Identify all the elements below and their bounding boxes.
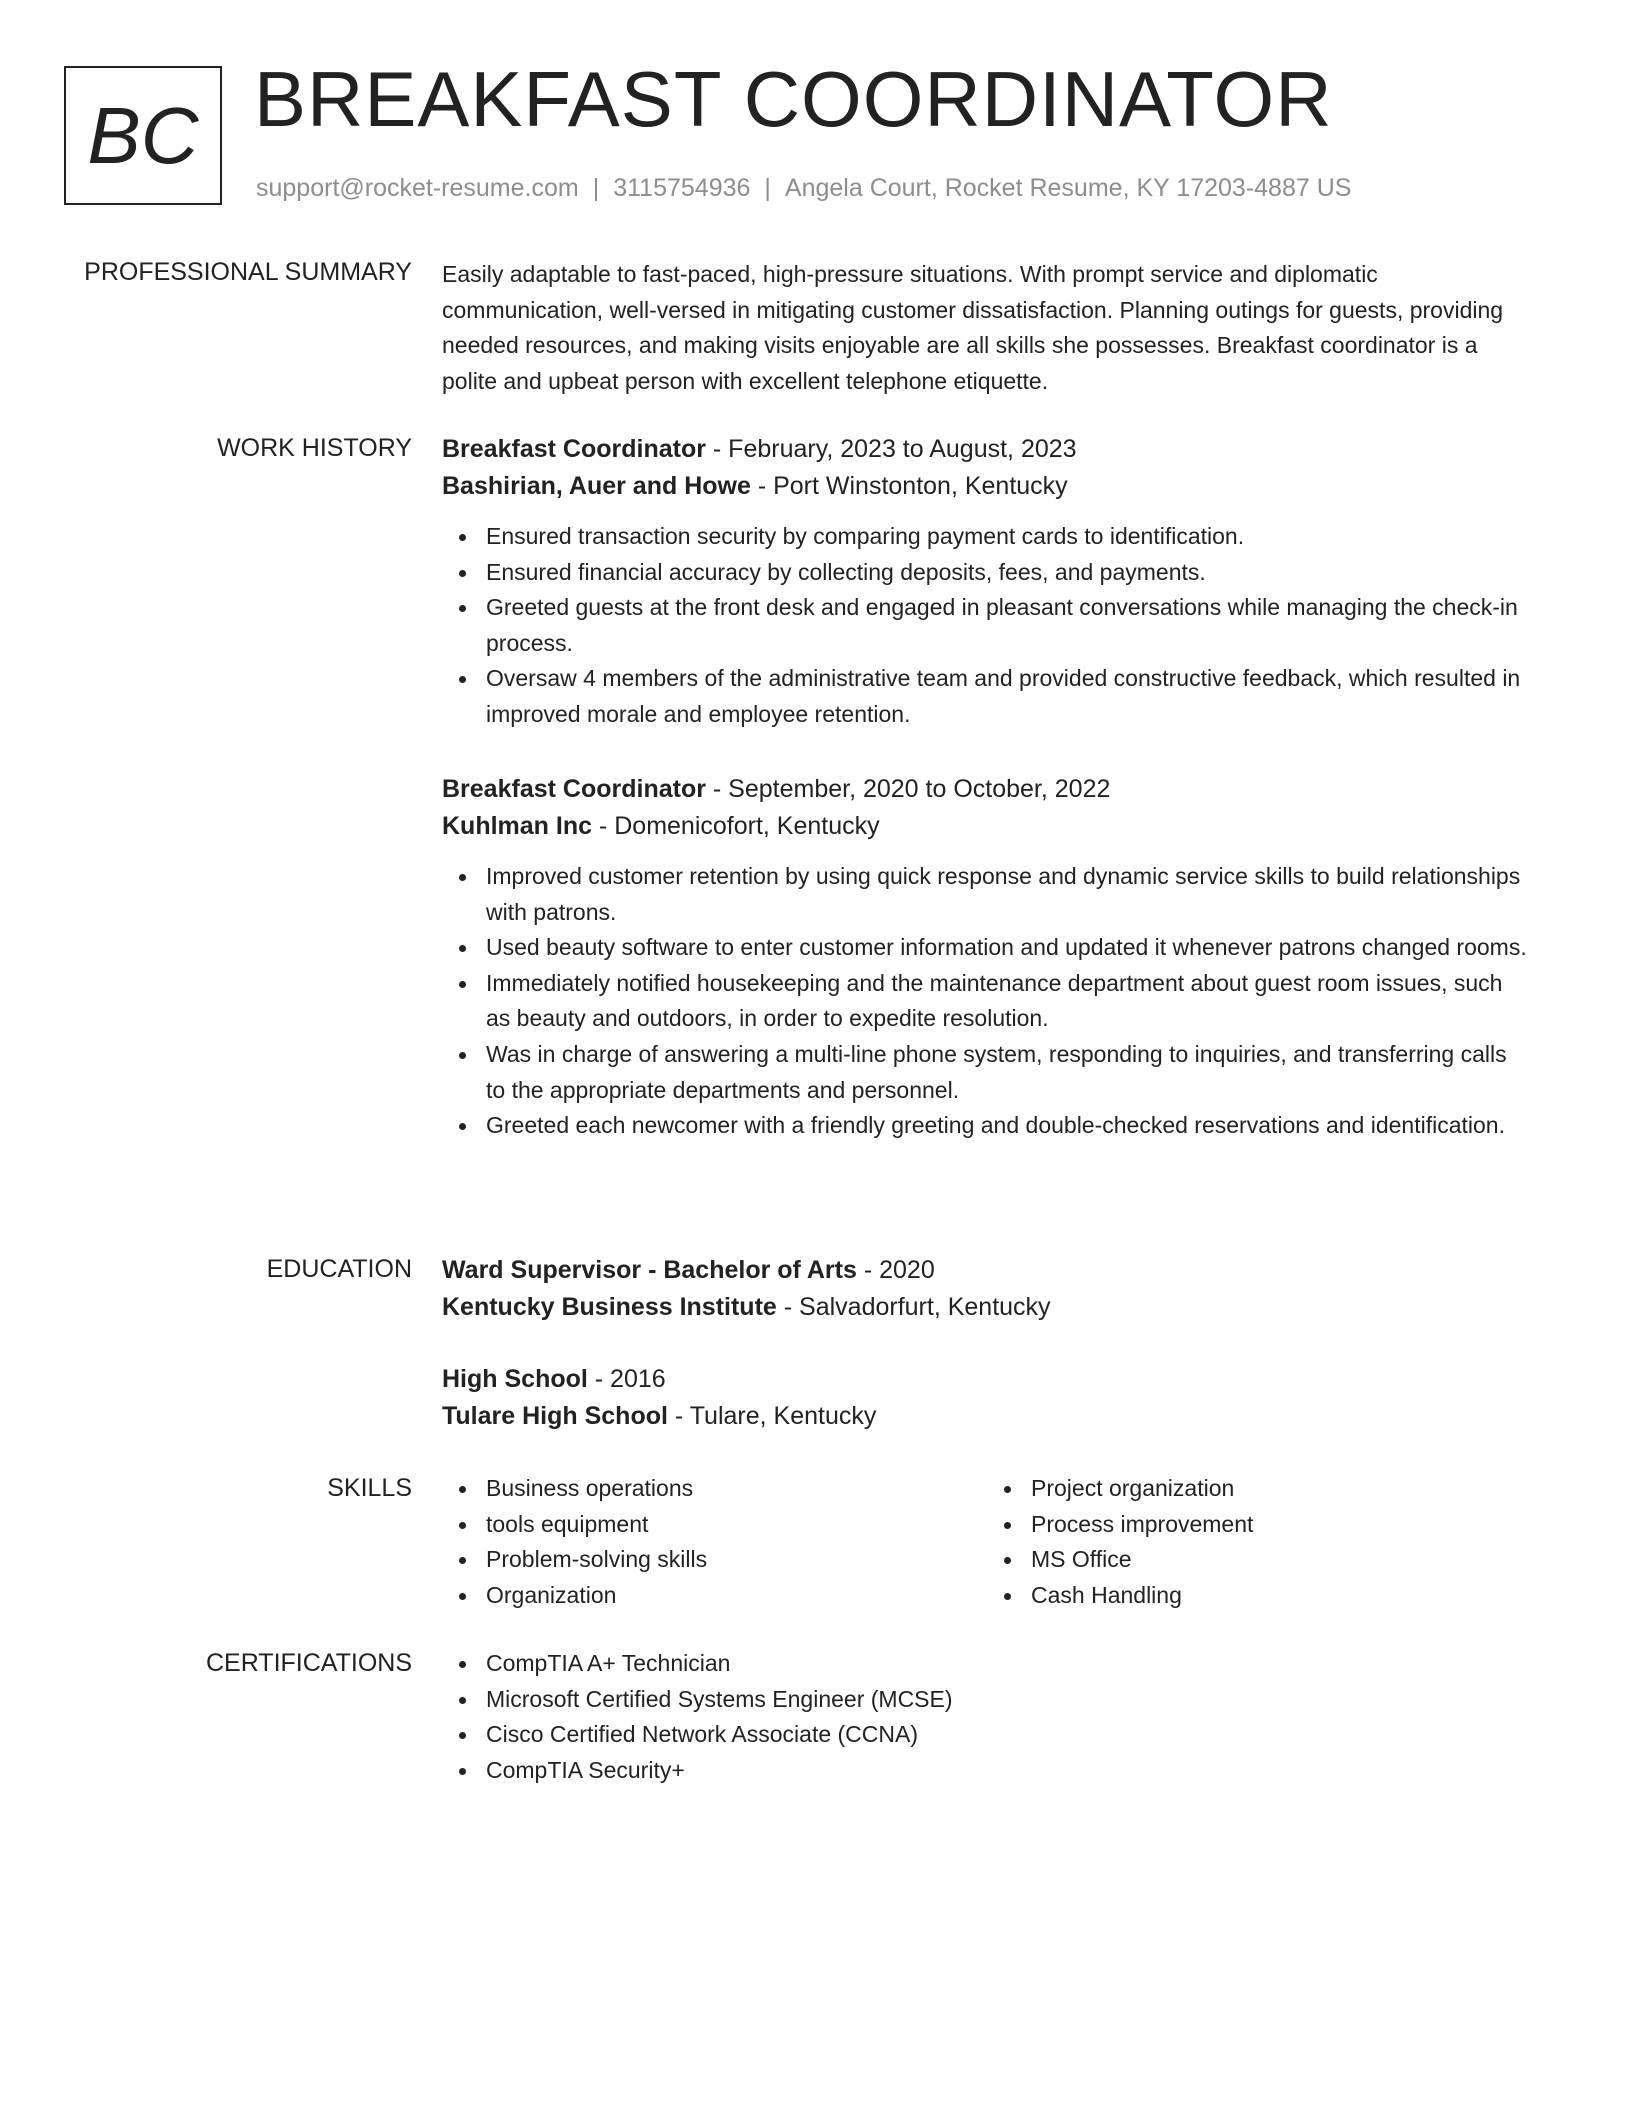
- list-item: Greeted each newcomer with a friendly greeting and double-checked reservations and identification.: [442, 1108, 1532, 1144]
- school: Tulare High School: [442, 1402, 668, 1430]
- list-item: Greeted guests at the front desk and engaged in pleasant conversations while managing the check-in process.: [442, 590, 1532, 661]
- degree: Ward Supervisor - Bachelor of Arts: [442, 1256, 857, 1284]
- certifications-list: [442, 1646, 1532, 1788]
- skill-item: tools equipment: [442, 1507, 982, 1543]
- monogram-box: [64, 66, 222, 205]
- skill-item: MS Office: [987, 1542, 1527, 1578]
- certifications-heading: CERTIFICATIONS: [205, 1649, 412, 1677]
- contact-line: [256, 174, 1351, 203]
- job-title-line: [442, 431, 1532, 468]
- job-bullets: [442, 859, 1532, 1144]
- school-location: - Salvadorfurt, Kentucky: [776, 1293, 1051, 1321]
- list-item: Was in charge of answering a multi-line phone system, responding to inquiries, and transferring calls to the appropriate departments and personnel.: [442, 1037, 1532, 1108]
- job-company: Bashirian, Auer and Howe: [442, 472, 751, 500]
- certification-item: Cisco Certified Network Associate (CCNA): [442, 1717, 1532, 1753]
- list-item: Improved customer retention by using quick response and dynamic service skills to build relationships with patrons.: [442, 859, 1532, 930]
- list-item: Immediately notified housekeeping and the maintenance department about guest room issues, such as beauty and outdoors, in order to expedite resolution.: [442, 966, 1532, 1037]
- job-entry: [442, 431, 1532, 733]
- job-company-line: [442, 468, 1532, 505]
- work-history-heading: WORK HISTORY: [217, 434, 412, 462]
- list-item: Ensured financial accuracy by collecting deposits, fees, and payments.: [442, 555, 1532, 591]
- summary-section: [442, 257, 1532, 399]
- job-location: - Domenicofort, Kentucky: [592, 812, 880, 840]
- monogram-initials: BC: [87, 90, 199, 180]
- certification-item: CompTIA A+ Technician: [442, 1646, 1532, 1682]
- certification-item: CompTIA Security+: [442, 1753, 1532, 1789]
- skills-list-left: [442, 1471, 982, 1613]
- skill-item: Problem-solving skills: [442, 1542, 982, 1578]
- job-dates: - September, 2020 to October, 2022: [705, 775, 1111, 803]
- contact-separator: |: [592, 174, 600, 202]
- education-entry: [442, 1252, 1532, 1326]
- degree-line: [442, 1361, 1532, 1398]
- skill-item: Process improvement: [987, 1507, 1527, 1543]
- certifications-section: [442, 1646, 1532, 1788]
- job-company: Kuhlman Inc: [442, 812, 593, 840]
- job-dates: - February, 2023 to August, 2023: [705, 435, 1077, 463]
- school: Kentucky Business Institute: [442, 1293, 777, 1321]
- degree: High School: [442, 1365, 588, 1393]
- degree-line: [442, 1252, 1532, 1289]
- skill-item: Business operations: [442, 1471, 982, 1507]
- job-location: - Port Winstonton, Kentucky: [750, 472, 1068, 500]
- summary-heading: PROFESSIONAL SUMMARY: [84, 258, 412, 286]
- school-line: [442, 1398, 1532, 1435]
- job-company-line: [442, 808, 1532, 845]
- job-bullets: [442, 519, 1532, 733]
- skills-column-right: [987, 1471, 1527, 1613]
- degree-year: - 2016: [587, 1365, 666, 1393]
- contact-separator: |: [764, 174, 771, 202]
- education-heading: EDUCATION: [266, 1255, 412, 1283]
- contact-address: Angela Court, Rocket Resume, KY 17203-4887 US: [784, 174, 1352, 202]
- skills-heading: SKILLS: [327, 1474, 412, 1502]
- job-title: Breakfast Coordinator: [442, 775, 706, 803]
- school-location: - Tulare, Kentucky: [667, 1402, 877, 1430]
- summary-text: Easily adaptable to fast-paced, high-pressure situations. With prompt service and diplomatic communication, well-versed in mitigating customer dissatisfaction. Planning outings for guests, providing needed resources, and making visits enjoyable are all skills she possesses. Breakfast coordinator is a polite and upbeat person with excellent telephone etiquette.: [442, 261, 1504, 394]
- contact-phone[interactable]: 3115754936: [613, 174, 751, 202]
- school-line: [442, 1289, 1532, 1326]
- list-item: Oversaw 4 members of the administrative team and provided constructive feedback, which resulted in improved morale and employee retention.: [442, 661, 1532, 732]
- list-item: Ensured transaction security by comparing payment cards to identification.: [442, 519, 1532, 555]
- skills-column-left: [442, 1471, 982, 1613]
- list-item: Used beauty software to enter customer information and updated it whenever patrons changed rooms.: [442, 930, 1532, 966]
- skill-item: Project organization: [987, 1471, 1527, 1507]
- skills-list-right: [987, 1471, 1527, 1613]
- skill-item: Cash Handling: [987, 1578, 1527, 1614]
- page-title: BREAKFAST COORDINATOR: [254, 55, 1333, 143]
- skill-item: Organization: [442, 1578, 982, 1614]
- contact-email[interactable]: support@rocket-resume.com: [256, 174, 579, 202]
- degree-year: - 2020: [856, 1256, 935, 1284]
- job-title: Breakfast Coordinator: [442, 435, 706, 463]
- job-entry: [442, 771, 1532, 1144]
- education-entry: [442, 1361, 1532, 1435]
- skills-section: [442, 1471, 1532, 1621]
- job-title-line: [442, 771, 1532, 808]
- certification-item: Microsoft Certified Systems Engineer (MCSE): [442, 1682, 1532, 1718]
